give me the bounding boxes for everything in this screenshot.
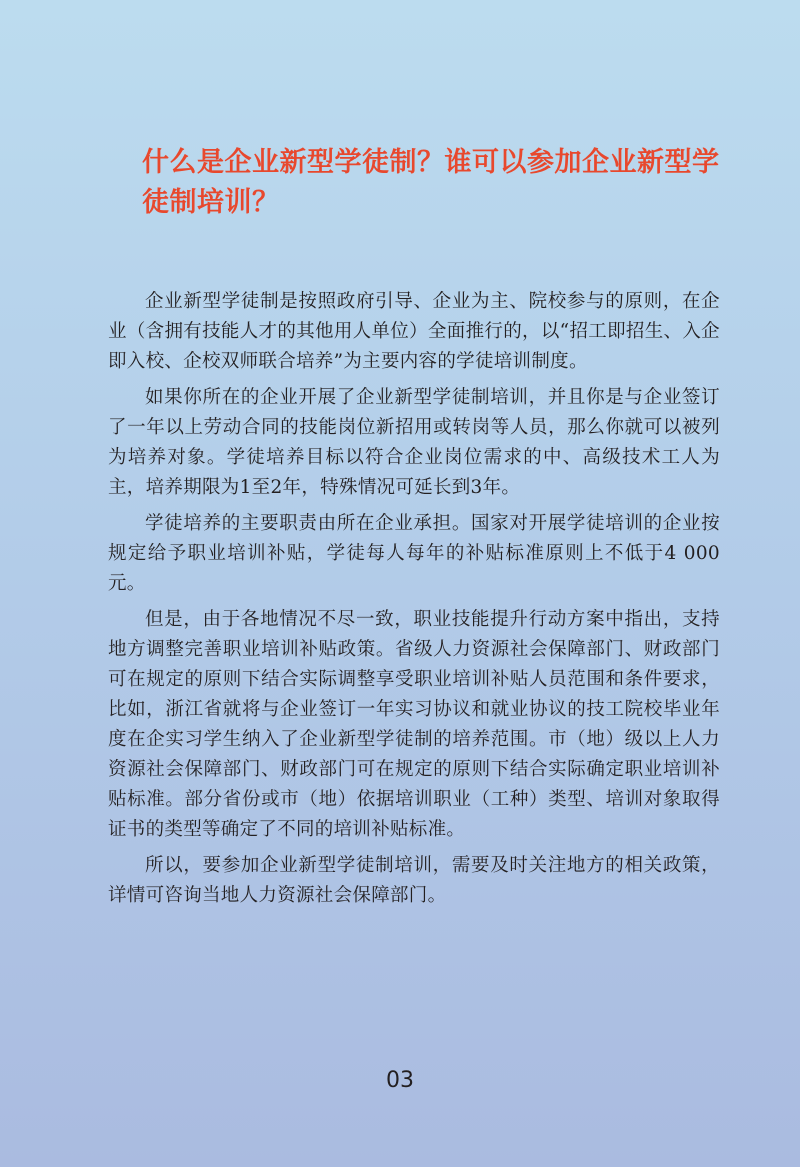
paragraph-1: 企业新型学徒制是按照政府引导、企业为主、院校参与的原则，在企业（含拥有技能人才的其他用人单位）全面推行的，以“招工即招生、入企即入校、企校双师联合培养”为主要内容的学徒培训制度。: [108, 291, 720, 372]
paragraph-5: 所以，要参加企业新型学徒制培训，需要及时关注地方的相关政策，详情可咨询当地人力资源社会保障部门。: [108, 855, 720, 906]
paragraph-2: 如果你所在的企业开展了企业新型学徒制培训，并且你是与企业签订了一年以上劳动合同的技能岗位新招用或转岗等人员，那么你就可以被列为培养对象。学徒培养目标以符合企业岗位需求的中、高级技术工人为主，培养期限为1至2年，特殊情况可延长到3年。: [108, 387, 720, 498]
paragraph-4: 但是，由于各地情况不尽一致，职业技能提升行动方案中指出，支持地方调整完善职业培训补贴政策。省级人力资源社会保障部门、财政部门可在规定的原则下结合实际调整享受职业培训补贴人员范围和条件要求，比如，浙江省就将与企业签订一年实习协议和就业协议的技工院校毕业年度在企实习学生纳入了企业新型学徒制的培养范围。市（地）级以上人力资源社会保障部门、财政部门可在规定的原则下结合实际确定职业培训补贴标准。部分省份或市（地）依据培训职业（工种）类型、培训对象取得证书的类型等确定了不同的培训补贴标准。: [108, 609, 720, 840]
section-heading: 什么是企业新型学徒制？谁可以参加企业新型学徒制培训？: [142, 147, 720, 218]
page-number: 03: [386, 1068, 414, 1093]
body-text: [108, 287, 720, 917]
paragraph-3: 学徒培养的主要职责由所在企业承担。国家对开展学徒培训的企业按规定给予职业培训补贴，学徒每人每年的补贴标准原则上不低于4 000元。: [108, 513, 720, 594]
